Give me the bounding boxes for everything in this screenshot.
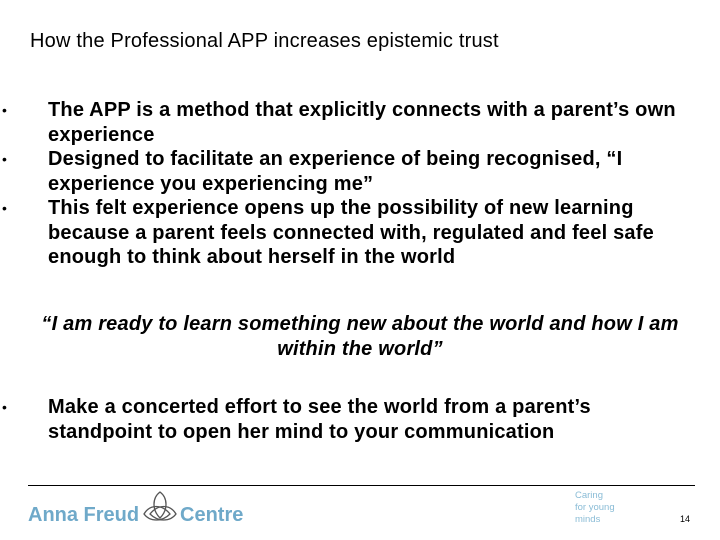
page-number: 14: [680, 514, 691, 524]
tagline-line: Caring: [575, 490, 603, 501]
bullet-text: The APP is a method that explicitly connects with a parent’s own experience: [48, 99, 676, 146]
bullet-item: [2, 98, 688, 147]
quote-text: “I am ready to learn something new about the world and how I am within the world”: [41, 313, 679, 360]
bullet-item: [2, 147, 688, 196]
bullet-text: This felt experience opens up the possibility of new learning because a parent feels connected with, regulated and feel safe enough to think about herself in the world: [48, 197, 654, 268]
logo-mark-icon: [140, 488, 180, 528]
bullet-marker: •: [2, 102, 8, 118]
slide-title: How the Professional APP increases epistemic trust: [30, 30, 499, 52]
logo-text-anna-freud: Anna Freud: [28, 504, 140, 526]
bullet-marker: •: [2, 151, 8, 167]
tagline: [575, 490, 635, 526]
bullet-list-secondary: [2, 395, 688, 444]
logo-text-centre: Centre: [180, 504, 244, 526]
bullet-item: [2, 196, 688, 270]
bullet-marker: •: [2, 399, 8, 415]
bullet-item: [2, 395, 688, 444]
bullet-list: [2, 98, 688, 270]
bullet-marker: •: [2, 200, 8, 216]
tagline-line: for young: [575, 502, 615, 513]
bullet-text: Make a concerted effort to see the world from a parent’s standpoint to open her mind to your communication: [48, 396, 591, 443]
bullet-text: Designed to facilitate an experience of being recognised, “I experience you experiencing me”: [48, 148, 623, 195]
footer-divider: [28, 485, 695, 486]
tagline-line: minds: [575, 514, 601, 525]
